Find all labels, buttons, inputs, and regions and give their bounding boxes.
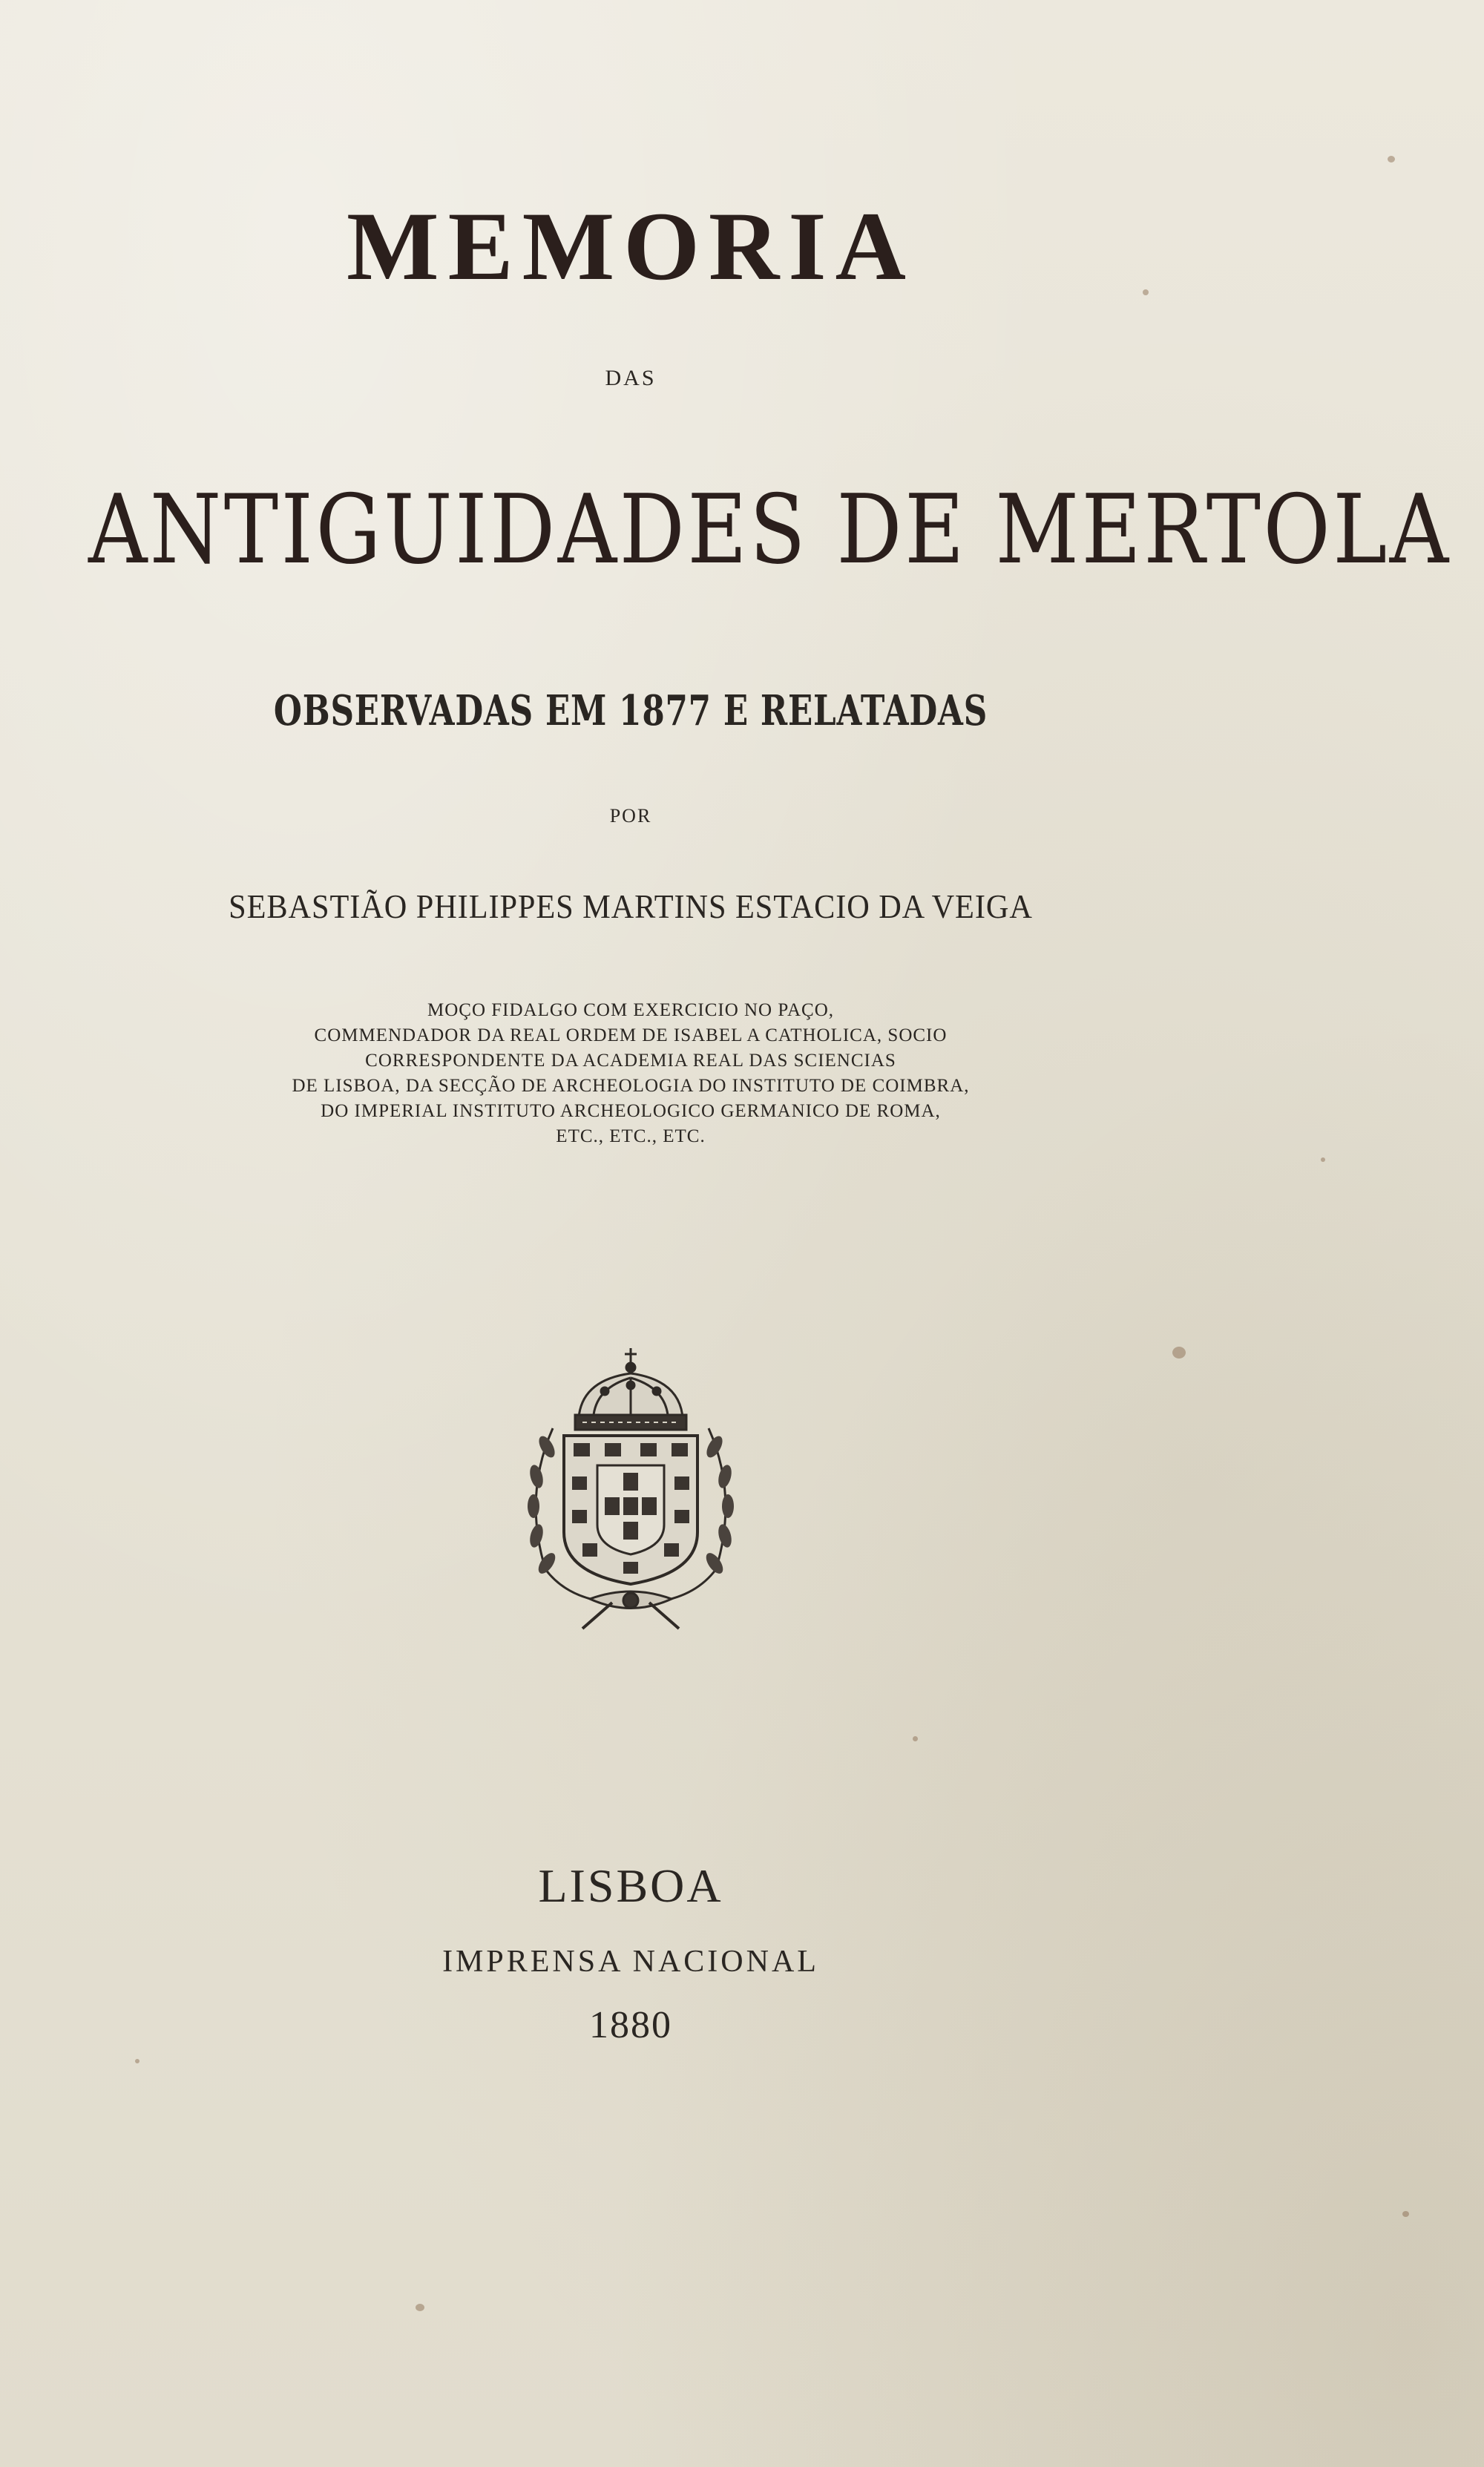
imprint-city: LISBOA — [538, 1859, 723, 1912]
credential-line: ETC., ETC., ETC. — [556, 1126, 706, 1146]
credential-line: COMMENDADOR DA REAL ORDEM DE ISABEL A CATHOLICA, SOCIO — [314, 1025, 948, 1045]
paper-speck — [416, 2304, 424, 2311]
credential-line: DO IMPERIAL INSTITUTO ARCHEOLOGICO GERMANICO DE ROMA, — [321, 1101, 941, 1121]
paper-speck — [1388, 156, 1395, 162]
book-title: MEMORIA — [347, 191, 915, 300]
title-connector: DAS — [605, 366, 657, 390]
paper-speck — [913, 1736, 918, 1741]
imprint-press: IMPRENSA NACIONAL — [442, 1945, 819, 1979]
book-main-title: ANTIGUIDADES DE MERTOLA — [88, 475, 1451, 585]
paper-speck — [1402, 2211, 1409, 2217]
credential-line: MOÇO FIDALGO COM EXERCICIO NO PAÇO, — [427, 1000, 834, 1020]
credential-line: DE LISBOA, DA SECÇÃO DE ARCHEOLOGIA DO INSTITUTO DE COIMBRA, — [292, 1076, 970, 1096]
paper-speck — [1321, 1157, 1325, 1162]
author-name: SEBASTIÃO PHILIPPES MARTINS ESTACIO DA VEIGA — [229, 887, 1033, 925]
book-subtitle: OBSERVADAS EM 1877 E RELATADAS — [273, 686, 988, 735]
paper-speck — [135, 2059, 139, 2063]
by-line: POR — [609, 805, 652, 827]
imprint-year: 1880 — [589, 2004, 672, 2046]
royal-coat-of-arms-icon — [501, 1347, 761, 1636]
paper-speck — [1172, 1347, 1186, 1359]
author-credentials — [0, 998, 1261, 1149]
credential-line: CORRESPONDENTE DA ACADEMIA REAL DAS SCIENCIAS — [365, 1051, 896, 1071]
